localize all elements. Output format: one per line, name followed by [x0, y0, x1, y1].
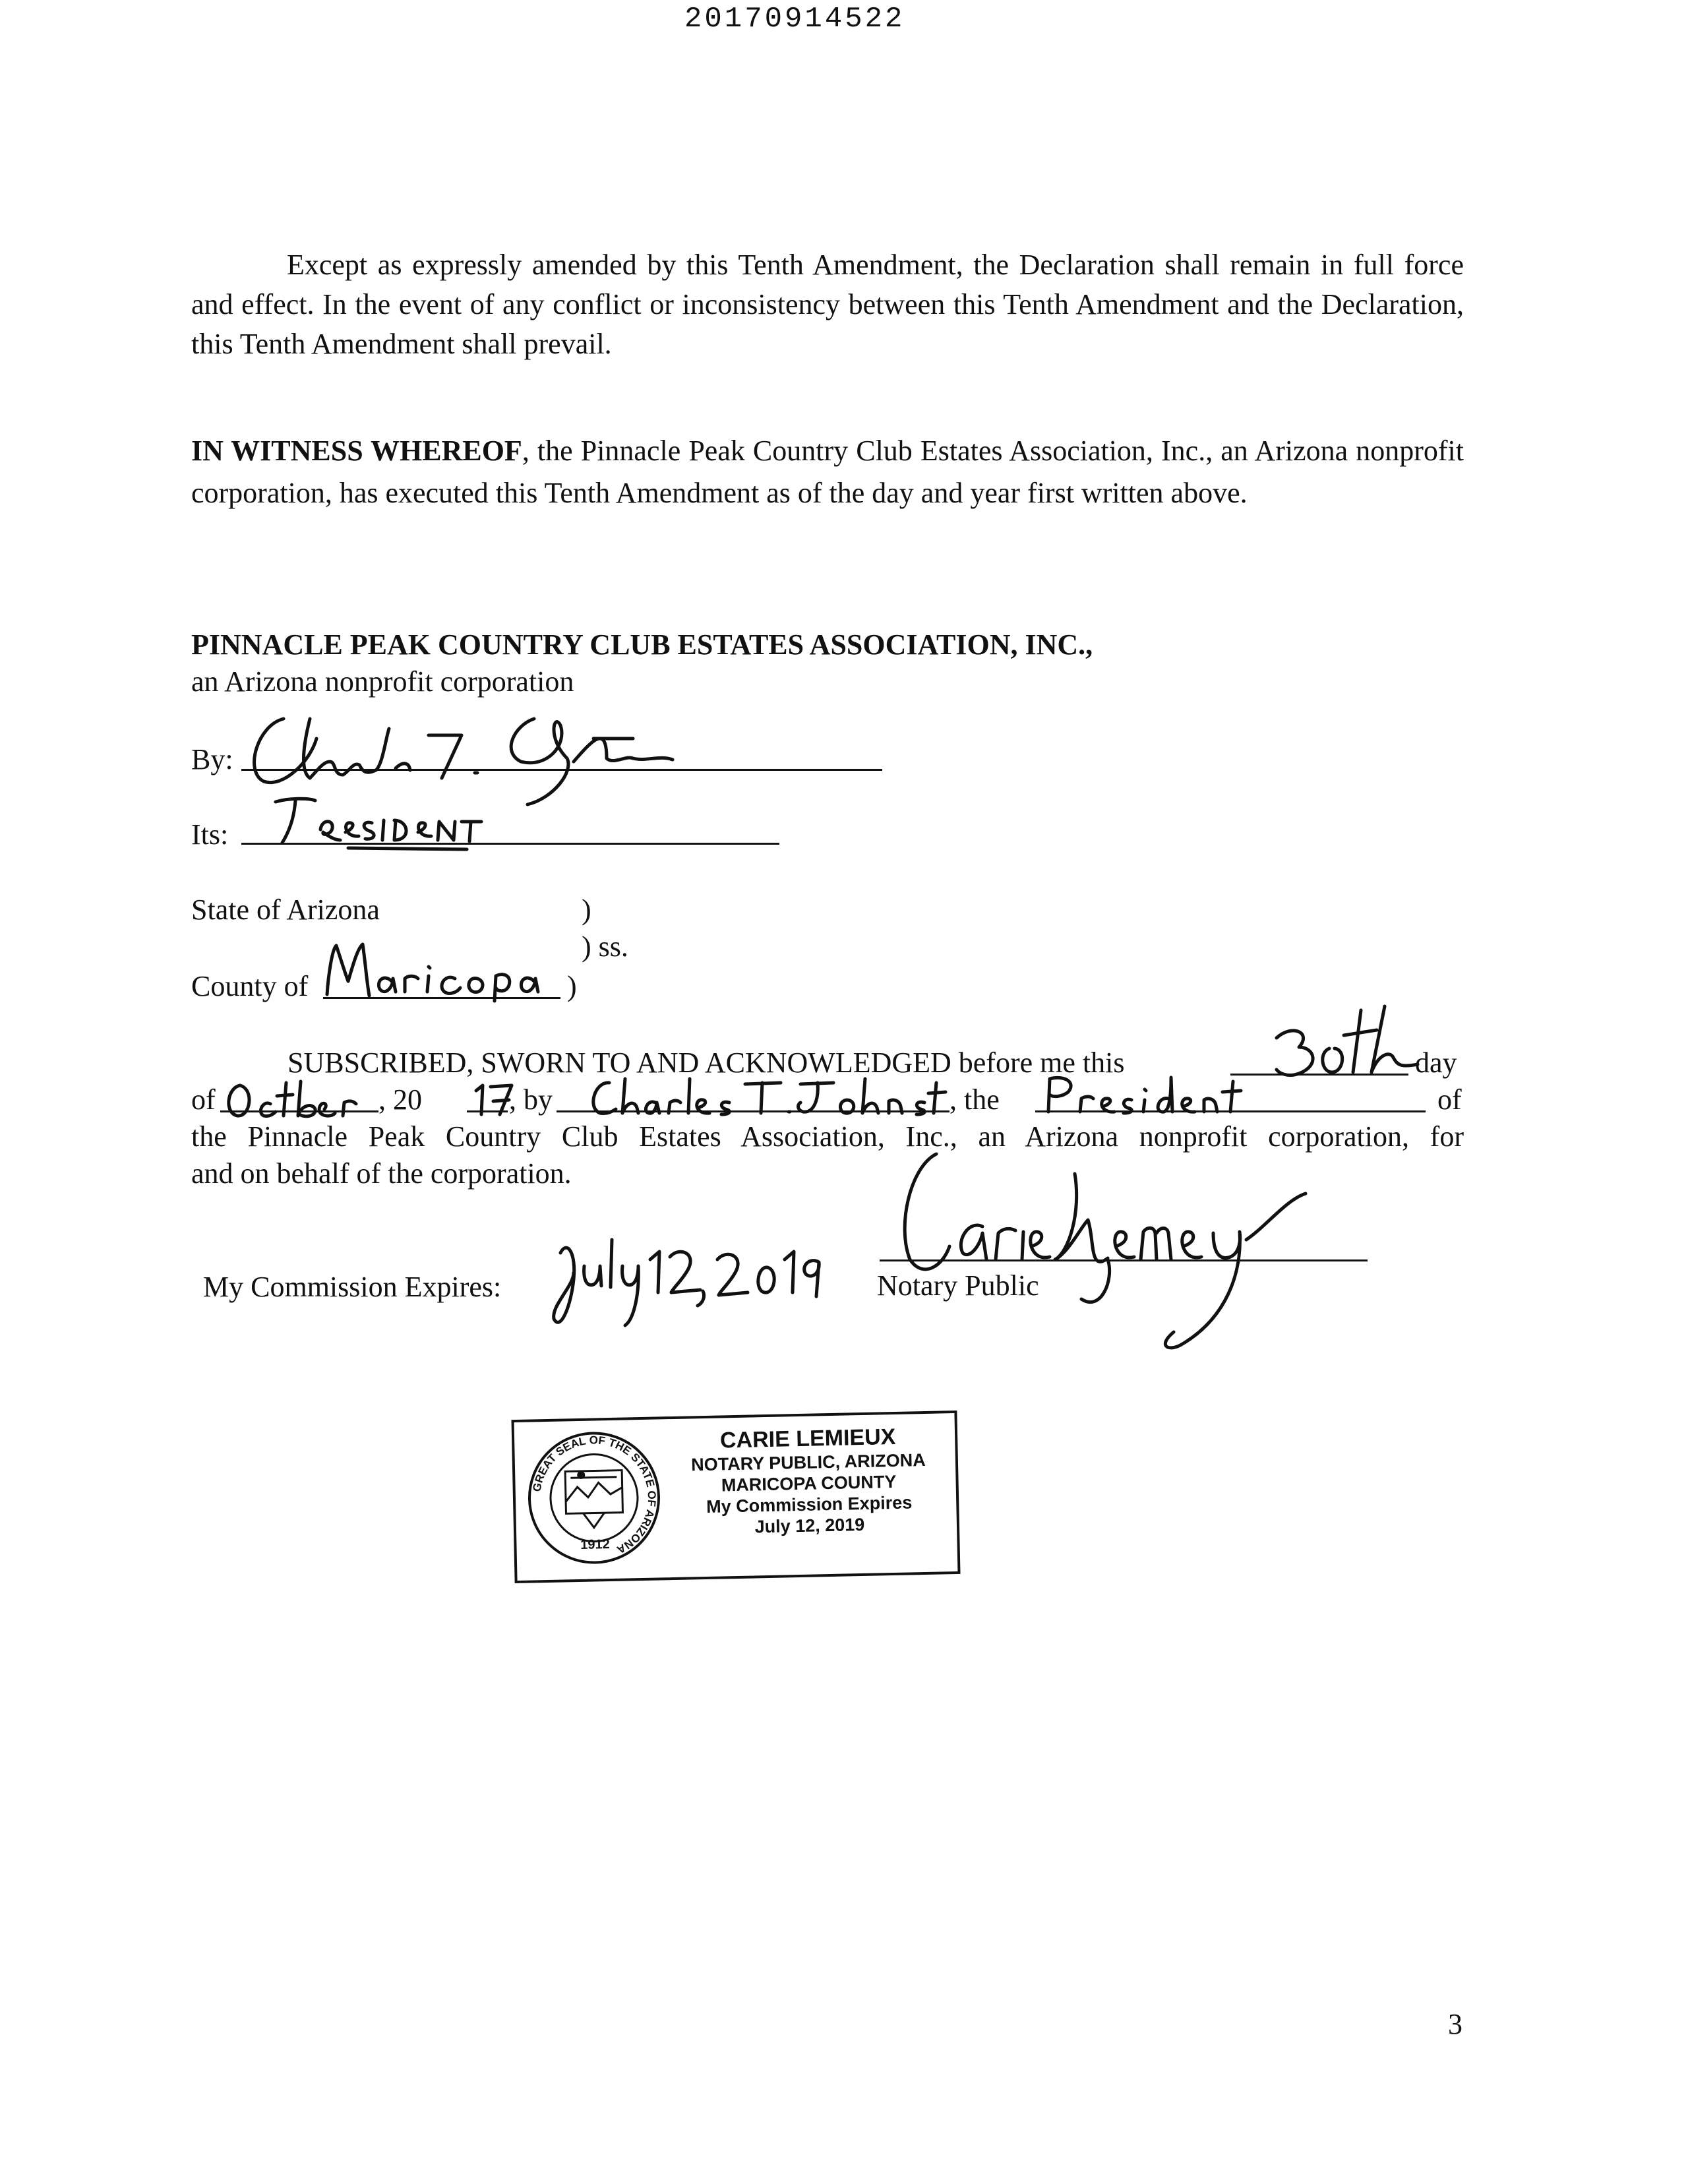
stamp-name: CARIE LEMIEUX — [719, 1424, 896, 1453]
ss-mark: ) ss. — [582, 930, 628, 963]
state-line: State of Arizona — [191, 894, 380, 926]
seal-year: 1912 — [580, 1537, 610, 1552]
org-name: PINNACLE PEAK COUNTRY CLUB ESTATES ASSOCIATION, INC., — [191, 628, 1093, 661]
closing-paragraph — [191, 245, 1464, 364]
witness-paragraph — [191, 430, 1464, 514]
stamp-text — [669, 1422, 948, 1539]
stamp-line3: MARICOPA COUNTY — [721, 1471, 897, 1496]
witness-lead: IN WITNESS WHEREOF — [191, 435, 522, 467]
of-end: of — [1437, 1083, 1462, 1116]
commission-label: My Commission Expires: — [203, 1271, 502, 1303]
paragraph-text: Except as expressly amended by this Tenth Amendment, the Declaration shall remain in full force and effect. In the event of any conflict or inconsistency between this Tenth Amendment and the Declaration, this Tenth Amendment shall prevail. — [191, 249, 1464, 360]
month-handwritten — [220, 1076, 392, 1122]
commission-date-handwritten — [547, 1233, 824, 1339]
notary-line3: the Pinnacle Peak Country Club Estates Association, Inc., an Arizona nonprofit corporation, for — [191, 1120, 1464, 1153]
page-number: 3 — [1448, 2008, 1462, 2040]
county-handwritten — [319, 935, 570, 1008]
org-description: an Arizona nonprofit corporation — [191, 665, 574, 698]
stamp-line5: July 12, 2019 — [754, 1514, 865, 1537]
name-handwritten — [583, 1074, 952, 1120]
notary-stamp — [511, 1410, 960, 1583]
notary-line4: and on behalf of the corporation. — [191, 1157, 572, 1190]
title-handwritten — [1039, 1072, 1316, 1118]
subscribed-text: SUBSCRIBED, SWORN TO AND ACKNOWLEDGED before me this — [287, 1046, 1125, 1079]
its-title-handwritten — [269, 793, 506, 852]
county-paren: ) — [567, 970, 577, 1002]
of-label: of — [191, 1083, 216, 1116]
state-paren: ) — [582, 894, 591, 926]
by-notary-label: , by — [509, 1083, 553, 1116]
county-label: County of — [191, 970, 309, 1002]
seal-ring-text: GREAT SEAL OF THE STATE OF ARIZONA — [530, 1434, 659, 1556]
stamp-line2: NOTARY PUBLIC, ARIZONA — [690, 1449, 926, 1475]
by-label: By: — [191, 743, 233, 775]
day-label: day — [1415, 1046, 1457, 1079]
notary-label: Notary Public — [877, 1269, 1039, 1302]
its-label: Its: — [191, 818, 229, 851]
year-prefix: , 20 — [378, 1083, 422, 1116]
the-label: , the — [950, 1083, 1000, 1116]
document-number: 20170914522 — [684, 3, 905, 36]
notary-signature — [857, 1147, 1385, 1365]
arizona-seal-icon — [524, 1427, 665, 1568]
witness-text: , the Pinnacle Peak Country Club Estates Association, Inc., an Arizona nonprofit corporation, has executed this Tenth Amendment as of the day and year first written above. — [191, 435, 1464, 509]
stamp-line4: My Commission Expires — [706, 1492, 913, 1517]
